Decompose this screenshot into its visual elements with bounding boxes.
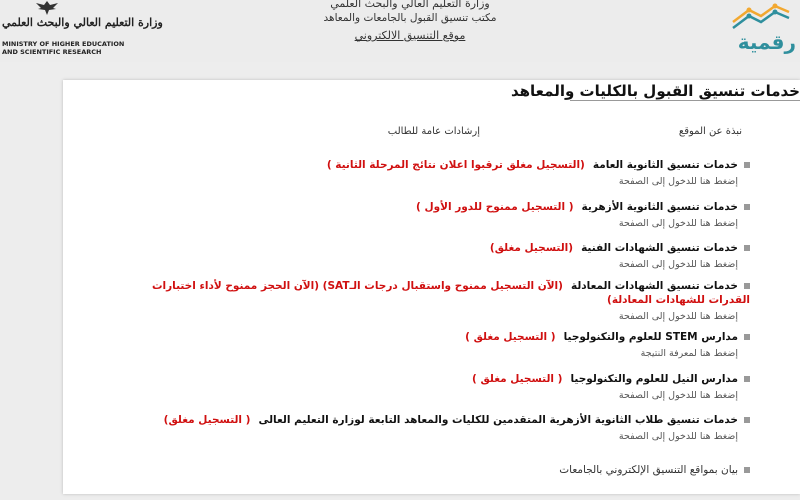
bullet-icon <box>744 245 750 251</box>
service-name: خدمات تنسيق الشهادات المعادلة <box>570 280 738 292</box>
services-panel <box>63 80 800 494</box>
service-status: (التسجيل مغلق ترقبوا اعلان نتائج المرحلة الثانية ) <box>326 159 585 171</box>
service-status: (الآن التسجيل ممنوح واستقبال درجات الـSAT) (الآن الحجز ممنوح لأداء اختبارات القدرات للشهادات المعادلة) <box>151 280 750 306</box>
universities-sites-link[interactable] <box>559 464 750 476</box>
digital-logo-text: رقمية <box>737 30 796 54</box>
ministry-logo-english-line1: MINISTRY OF HIGHER EDUCATION <box>2 40 125 48</box>
service-status: (التسجيل مغلق) <box>489 242 574 254</box>
panel-title: خدمات تنسيق القبول بالكليات والمعاهد <box>510 82 800 100</box>
service-item <box>130 158 750 187</box>
title-divider <box>570 100 800 101</box>
student-guidelines-link[interactable]: إرشادات عامة للطالب <box>387 126 480 137</box>
ministry-logo-arabic: وزارة التعليم العالي والبحث العلمي <box>2 16 163 29</box>
service-item <box>130 279 750 322</box>
bullet-icon <box>744 417 750 423</box>
office-name: مكتب تنسيق القبول بالجامعات والمعاهد <box>323 12 497 24</box>
service-item <box>130 241 750 270</box>
service-item <box>130 413 750 442</box>
service-name: خدمات تنسيق الثانوية العامة <box>592 159 738 171</box>
service-enter-link[interactable]: إضغط هنا للدخول إلى الصفحة <box>618 218 738 229</box>
ministry-logo <box>2 0 163 58</box>
about-site-link[interactable]: نبذة عن الموقع <box>678 126 742 137</box>
digital-logo <box>725 0 800 58</box>
eagle-emblem-icon <box>32 0 62 16</box>
service-status: ( التسجيل ممنوح للدور الأول ) <box>416 201 574 213</box>
service-enter-link[interactable]: إضغط هنا للدخول إلى الصفحة <box>618 259 738 270</box>
bullet-icon <box>744 204 750 210</box>
trend-line-icon <box>725 0 800 30</box>
service-name: خدمات تنسيق الشهادات الفنية <box>581 242 738 254</box>
bullet-icon <box>744 467 750 473</box>
site-name: موقع التنسيق الالكتروني <box>354 29 466 42</box>
bullet-icon <box>744 162 750 168</box>
service-enter-link[interactable]: إضغط هنا للدخول إلى الصفحة <box>618 431 738 442</box>
service-item <box>130 200 750 229</box>
ministry-name: وزارة التعليم العالي والبحث العلمي <box>330 0 490 10</box>
service-name: خدمات تنسيق طلاب الثانوية الأزهرية المتقدمين للكليات والمعاهد التابعة لوزارة التعليم العالى <box>258 414 738 426</box>
universities-sites-label: بيان بمواقع التنسيق الإلكتروني بالجامعات <box>559 464 738 476</box>
site-heading <box>300 0 520 46</box>
service-status: ( التسجيل مغلق) <box>163 414 251 426</box>
service-item <box>130 372 750 401</box>
bullet-icon <box>744 283 750 289</box>
service-name: مدارس النيل للعلوم والتكنولوجيا <box>570 373 738 385</box>
ministry-logo-english-line2: AND SCIENTIFIC RESEARCH <box>2 48 102 56</box>
page-header <box>0 0 800 62</box>
service-name: خدمات تنسيق الثانوية الأزهرية <box>581 201 738 213</box>
service-enter-link[interactable]: إضغط هنا للدخول إلى الصفحة <box>618 311 738 322</box>
service-name: مدارس STEM للعلوم والتكنولوجيا <box>563 331 738 343</box>
service-status: ( التسجيل مغلق ) <box>471 373 563 385</box>
bullet-icon <box>744 376 750 382</box>
bullet-icon <box>744 334 750 340</box>
service-enter-link[interactable]: إضغط هنا للدخول إلى الصفحة <box>618 176 738 187</box>
service-status: ( التسجيل مغلق ) <box>465 331 556 343</box>
service-result-link[interactable]: إضغط هنا لمعرفة النتيجة <box>640 348 738 359</box>
service-enter-link[interactable]: إضغط هنا للدخول إلى الصفحة <box>618 390 738 401</box>
service-item <box>130 330 750 359</box>
